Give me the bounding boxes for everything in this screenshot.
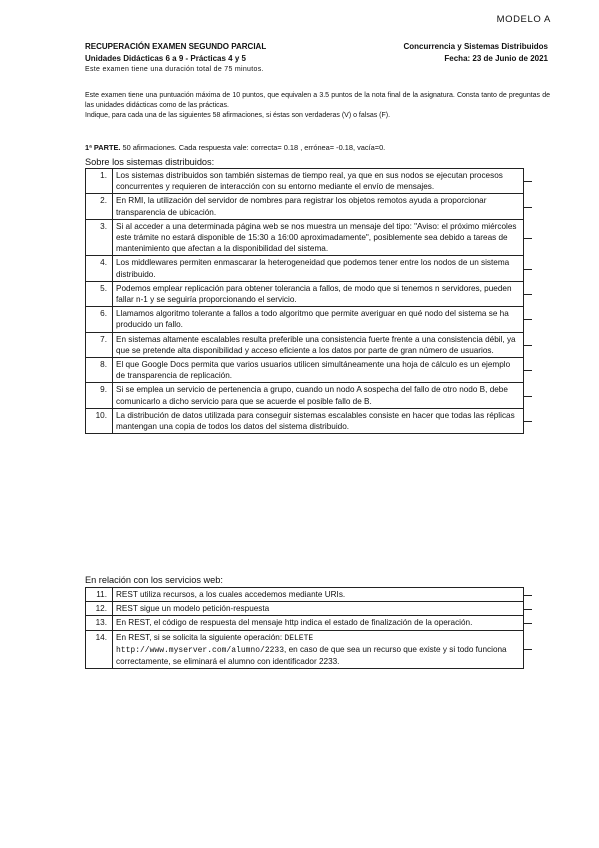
answer-line xyxy=(524,345,532,346)
question-text xyxy=(113,630,524,669)
answer-line xyxy=(524,421,532,422)
question-row xyxy=(86,307,533,332)
question-text: Los sistemas distribuidos son también sistemas de tiempo real, ya que en sus nodos se ejecutan procesos concurrentes y requieren de interacción con su entorno mediante el envío de mensajes. xyxy=(113,169,524,194)
answer-box[interactable] xyxy=(524,408,533,433)
question-number: 3. xyxy=(86,219,113,256)
section-title-web-services: En relación con los servicios web: xyxy=(85,575,223,585)
answer-box[interactable] xyxy=(524,169,533,194)
question-row xyxy=(86,219,533,256)
answer-box[interactable] xyxy=(524,630,533,669)
answer-box[interactable] xyxy=(524,588,533,602)
question-text-part: , en caso de que sea un recurso que existe y si todo funciona correctamente, se eliminará el alumno con identificador 2233. xyxy=(116,644,507,667)
question-number: 14. xyxy=(86,630,113,669)
answer-box[interactable] xyxy=(524,383,533,408)
question-number: 13. xyxy=(86,616,113,630)
question-text: La distribución de datos utilizada para conseguir sistemas escalables consiste en hacer que todas las réplicas mantengan una copia de todos los datos del sistema distribuido. xyxy=(113,408,524,433)
question-text: En REST, el código de respuesta del mensaje http indica el estado de finalización de la operación. xyxy=(113,616,524,630)
answer-box[interactable] xyxy=(524,307,533,332)
answer-line xyxy=(524,595,532,596)
question-row xyxy=(86,194,533,219)
question-number: 7. xyxy=(86,332,113,357)
question-number: 2. xyxy=(86,194,113,219)
question-text: Si al acceder a una determinada página web se nos muestra un mensaje del tipo: "Aviso: el próximo miércoles este trámite no estará disponible de 15:30 a 16:00 aproximadamente", posiblemente sea debido a tareas de mantenimiento que afectan a la disponibilidad del sistema. xyxy=(113,219,524,256)
question-text: Si se emplea un servicio de pertenencia a grupo, cuando un nodo A sospecha del fallo de otro nodo B, debe comunicarlo a dicho servicio para que se acuerde el posible fallo de B. xyxy=(113,383,524,408)
question-row xyxy=(86,169,533,194)
part-label: 1ª PARTE. xyxy=(85,143,121,152)
exam-model-label: MODELO A xyxy=(496,14,551,25)
answer-box[interactable] xyxy=(524,332,533,357)
question-text: REST sigue un modelo petición-respuesta xyxy=(113,602,524,616)
question-row xyxy=(86,408,533,433)
question-text: En sistemas altamente escalables resulta preferible una consistencia fuerte frente a una consistencia débil, ya que se pretende alta disponibilidad y acceso eficiente a los datos por parte de gran número de usuarios. xyxy=(113,332,524,357)
question-text-part: En REST, si se solicita la siguiente operación: xyxy=(116,632,285,642)
answer-line xyxy=(524,207,532,208)
question-number: 8. xyxy=(86,358,113,383)
answer-box[interactable] xyxy=(524,194,533,219)
answer-line xyxy=(524,396,532,397)
course-name: Concurrencia y Sistemas Distribuidos xyxy=(403,42,548,51)
question-row xyxy=(86,332,533,357)
answer-box[interactable] xyxy=(524,219,533,256)
question-number: 9. xyxy=(86,383,113,408)
question-text: En RMI, la utilización del servidor de nombres para registrar los objetos remotos ayuda a proporcionar transparencia de ubicación. xyxy=(113,194,524,219)
exam-header xyxy=(85,41,548,76)
question-row xyxy=(86,588,533,602)
question-row xyxy=(86,358,533,383)
question-number: 4. xyxy=(86,256,113,281)
exam-title: RECUPERACIÓN EXAMEN SEGUNDO PARCIAL xyxy=(85,42,267,51)
answer-box[interactable] xyxy=(524,281,533,306)
question-row xyxy=(86,616,533,630)
question-row xyxy=(86,281,533,306)
question-number: 11. xyxy=(86,588,113,602)
question-text: El que Google Docs permita que varios usuarios utilicen simultáneamente una hoja de cálculo es un ejemplo de transparencia de replicación. xyxy=(113,358,524,383)
instructions xyxy=(85,91,550,121)
answer-line xyxy=(524,294,532,295)
question-number: 5. xyxy=(86,281,113,306)
question-number: 10. xyxy=(86,408,113,433)
question-table-distributed xyxy=(85,168,532,434)
question-text: Podemos emplear replicación para obtener tolerancia a fallos, de modo que si tenemos n servidores, pueden fallar n-1 y se seguiría proporcionando el servicio. xyxy=(113,281,524,306)
question-number: 1. xyxy=(86,169,113,194)
http-method: DELETE xyxy=(284,633,314,643)
answer-line xyxy=(524,609,532,610)
part-scoring: 50 afirmaciones. Cada respuesta vale: correcta= 0.18 , errónea= -0.18, vacía=0. xyxy=(122,143,386,152)
instructions-line-2: Indique, para cada una de las siguientes 58 afirmaciones, si éstas son verdaderas (V) o falsas (F). xyxy=(85,112,391,119)
answer-line xyxy=(524,623,532,624)
answer-line xyxy=(524,181,532,182)
answer-box[interactable] xyxy=(524,358,533,383)
question-row xyxy=(86,383,533,408)
part-heading xyxy=(85,143,385,152)
instructions-line-1: Este examen tiene una puntuación máxima de 10 puntos, que equivalen a 3.5 puntos de la nota final de la asignatura. Consta tanto de preguntas de las unidades didácticas como de las prácticas. xyxy=(85,92,550,109)
section-title-distributed: Sobre los sistemas distribuidos: xyxy=(85,157,215,167)
answer-line xyxy=(524,269,532,270)
question-row xyxy=(86,630,533,669)
request-url: http://www.myserver.com/alumno/2233 xyxy=(116,645,285,655)
answer-box[interactable] xyxy=(524,602,533,616)
answer-line xyxy=(524,370,532,371)
question-number: 6. xyxy=(86,307,113,332)
answer-line xyxy=(524,238,532,239)
question-text: Los middlewares permiten enmascarar la heterogeneidad que podemos tener entre los nodos de un sistema distribuido. xyxy=(113,256,524,281)
units-label: Unidades Didácticas 6 a 9 - Prácticas 4 y 5 xyxy=(85,53,246,63)
question-text: REST utiliza recursos, a los cuales accedemos mediante URIs. xyxy=(113,588,524,602)
exam-date: Fecha: 23 de Junio de 2021 xyxy=(444,53,548,63)
question-row xyxy=(86,256,533,281)
answer-line xyxy=(524,649,532,650)
answer-box[interactable] xyxy=(524,256,533,281)
duration-note: Este examen tiene una duración total de 75 minutos. xyxy=(85,66,264,73)
answer-box[interactable] xyxy=(524,616,533,630)
question-table-web-services xyxy=(85,587,532,669)
question-text: Llamamos algoritmo tolerante a fallos a todo algoritmo que permite averiguar en qué nodo del sistema se ha producido un fallo. xyxy=(113,307,524,332)
question-row xyxy=(86,602,533,616)
question-number: 12. xyxy=(86,602,113,616)
answer-line xyxy=(524,319,532,320)
